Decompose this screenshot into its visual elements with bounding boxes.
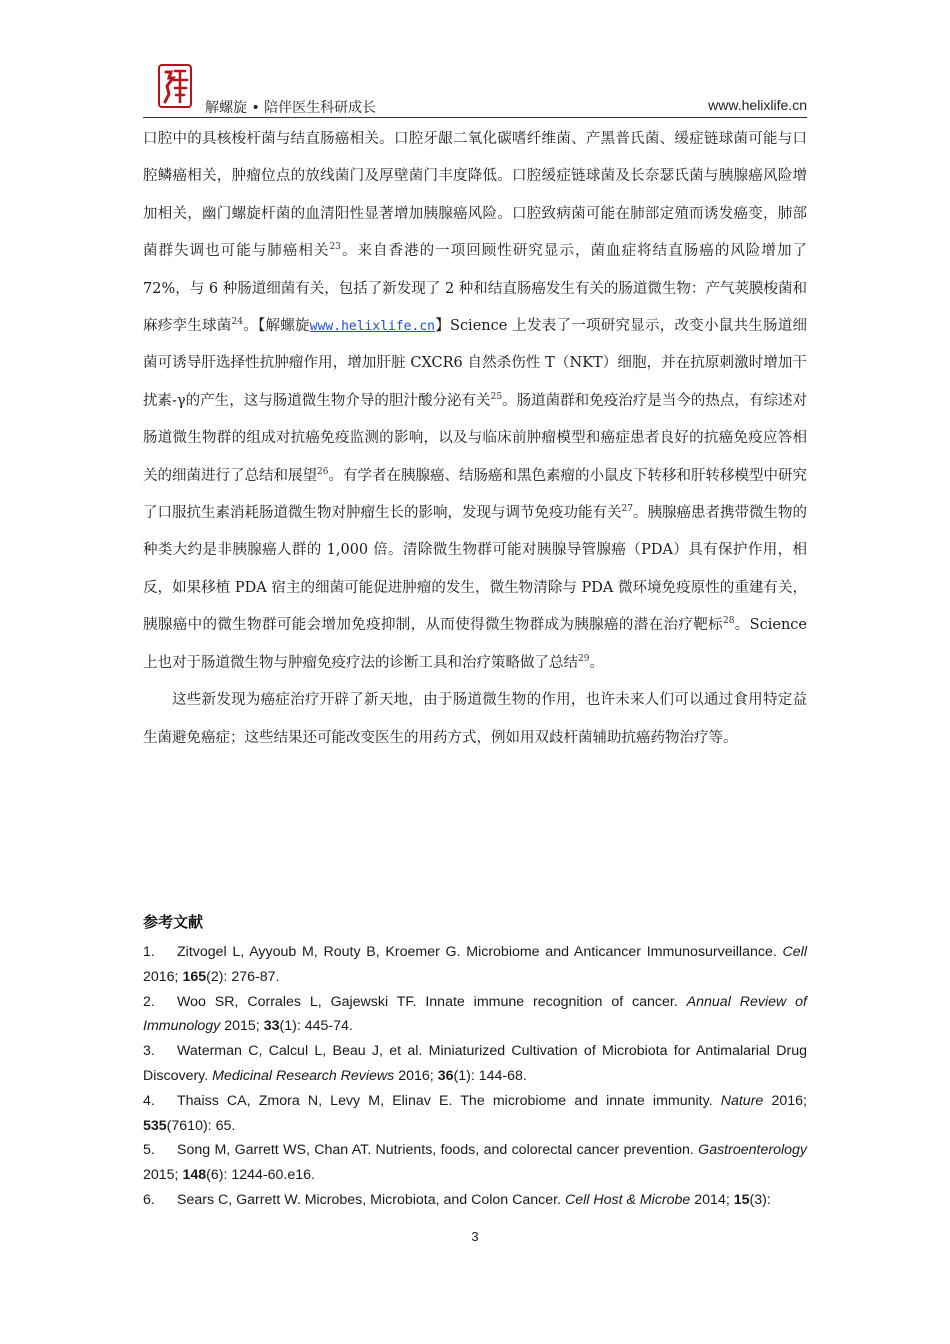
- text-run: 。来自香港的一项回顾性研究显示，菌血症将结直肠癌的风险增加了 72%，与 6 种肠道细菌有关，包括了新发现了 2 种和结直肠癌发生有关的肠道微生物：产气荚膜梭菌和麻疹孪生球菌: [143, 243, 808, 335]
- reference-year: 2016;: [143, 968, 179, 985]
- text-run: 。有学者在胰腺癌、结肠癌和黑色素瘤的小鼠皮下转移和肝转移模型中研究了口服抗生素消耗肠道微生物对肿瘤生长的影响，发现与调节免疫功能有关: [143, 467, 808, 522]
- body-paragraph: 这些新发现为癌症治疗开辟了新天地，由于肠道微生物的作用，也许未来人们可以通过食用特定益生菌避免癌症；这些结果还可能改变医生的用药方式，例如用双歧杆菌辅助抗癌药物治疗等。: [143, 692, 807, 746]
- body-paragraph: [143, 121, 807, 682]
- text-run: 】Science 上发表了一项研究显示，改变小鼠共生肠道细菌可诱导肝选择性抗肿瘤作用，增加肝脏 CXCR6 自然杀伤性 T（NKT）细胞，并在抗原刺激时增加干扰素-γ的产生，这与肠道微生物介导的胆汁酸分泌有关: [143, 318, 808, 409]
- article-body: [143, 121, 807, 757]
- text-run: 。: [589, 654, 604, 671]
- reference-number: 5.: [143, 1142, 155, 1159]
- header-brand: 解螺旋 • 陪伴医生科研成长: [205, 100, 377, 116]
- reference-authors: Thaiss CA, Zmora N, Levy M, Elinav E. The microbiome and innate immunity.: [177, 1092, 713, 1109]
- reference-authors: Song M, Garrett WS, Chan AT. Nutrients, foods, and colorectal cancer prevention.: [177, 1142, 694, 1159]
- reference-journal: Medicinal Research Reviews: [212, 1067, 395, 1084]
- helixlife-seal-logo-icon: [157, 64, 193, 108]
- header-website[interactable]: www.helixlife.cn: [708, 97, 807, 113]
- reference-item: [143, 940, 807, 990]
- text-run: 口腔中的具核梭杆菌与结直肠癌相关。口腔牙龈二氧化碳嗜纤维菌、产黑普氏菌、缓症链球菌可能与口腔鳞癌相关，肿瘤位点的放线菌门及厚壁菌门丰度降低。口腔缓症链球菌及长奈瑟氏菌与胰腺癌风险增加相关，幽门螺旋杆菌的血清阳性显著增加胰腺癌风险。口腔致病菌可能在肺部定殖而诱发癌变，肺部菌群失调也可能与肺癌相关: [143, 131, 807, 260]
- reference-number: 3.: [143, 1043, 155, 1060]
- reference-pages: (1): 445-74.: [279, 1018, 353, 1035]
- reference-year: 2015;: [224, 1018, 260, 1035]
- reference-pages: (2): 276-87.: [206, 968, 280, 985]
- reference-year: 2016;: [771, 1092, 807, 1109]
- reference-authors: Sears C, Garrett W. Microbes, Microbiota, and Colon Cancer.: [177, 1191, 561, 1208]
- reference-journal: Cell: [782, 944, 807, 960]
- reference-pages: (6): 1244-60.e16.: [206, 1167, 315, 1184]
- reference-volume: 535: [143, 1117, 167, 1134]
- reference-number: 2.: [143, 993, 155, 1010]
- reference-item: [143, 1089, 807, 1139]
- references-title: 参考文献: [143, 913, 204, 931]
- reference-number: 6.: [143, 1191, 155, 1208]
- reference-volume: 148: [182, 1167, 207, 1184]
- reference-volume: 33: [263, 1018, 280, 1035]
- citation: 25: [490, 391, 503, 402]
- reference-number: 4.: [143, 1092, 155, 1109]
- text-run: 。肠道菌群和免疫治疗是当今的热点，有综述对肠道微生物群的组成对抗癌免疫监测的影响，以及与临床前肿瘤模型和癌症患者良好的抗癌免疫应答相关的细菌进行了总结和展望: [143, 392, 807, 484]
- text-run: 。【解螺旋: [242, 318, 310, 335]
- header-divider: [143, 117, 807, 118]
- reference-year: 2016;: [398, 1067, 434, 1084]
- reference-pages: (3):: [749, 1191, 771, 1208]
- reference-authors: Woo SR, Corrales L, Gajewski TF. Innate immune recognition of cancer.: [177, 993, 678, 1010]
- reference-journal: Annual Review of Immunology: [143, 993, 807, 1035]
- reference-item: [143, 1138, 807, 1188]
- text-run: 。胰腺癌患者携带微生物的种类大约是非胰腺癌人群的 1,000 倍。清除微生物群可能对胰腺导管腺癌（PDA）具有保护作用，相反，如果移植 PDA 宿主的细菌可能促进肿瘤的发生，微生物清除与 PDA 微环境免疫原性的重建有关，胰腺癌中的微生物群可能会增加免疫抑制，从而使得微生物群成为胰腺癌的潜在治疗靶标: [143, 505, 807, 634]
- citation: 23: [329, 242, 341, 253]
- helixlife-link[interactable]: www.helixlife.cn: [309, 319, 435, 335]
- citation: 28: [722, 616, 735, 627]
- reference-item: [143, 1188, 807, 1213]
- citation: 27: [621, 504, 633, 515]
- reference-list: [143, 940, 807, 1213]
- reference-year: 2015;: [143, 1167, 179, 1184]
- reference-item: [143, 1039, 807, 1089]
- page-number: 3: [471, 1229, 479, 1244]
- reference-volume: 165: [182, 968, 207, 985]
- reference-journal: Gastroenterology: [698, 1142, 807, 1159]
- reference-authors: Zitvogel L, Ayyoub M, Routy B, Kroemer G. Microbiome and Anticancer Immunosurveillance.: [177, 944, 777, 960]
- reference-number: 1.: [143, 944, 155, 960]
- reference-journal: Cell Host & Microbe: [564, 1191, 691, 1208]
- citation: 24: [231, 317, 243, 328]
- reference-pages: (7610): 65.: [166, 1117, 236, 1134]
- page-header: [143, 62, 807, 118]
- citation: 26: [317, 466, 329, 477]
- reference-year: 2014;: [694, 1191, 730, 1208]
- reference-journal: Nature: [720, 1092, 764, 1109]
- reference-volume: 36: [437, 1067, 454, 1084]
- reference-authors: Waterman C, Calcul L, Beau J, et al. Miniaturized Cultivation of Microbiota for Antimalarial Drug Discovery.: [143, 1043, 807, 1084]
- text-run: 。Science 上也对于肠道微生物与肿瘤免疫疗法的诊断工具和治疗策略做了总结: [143, 617, 807, 671]
- reference-item: [143, 990, 807, 1040]
- reference-volume: 15: [733, 1191, 750, 1208]
- citation: 29: [578, 653, 590, 664]
- reference-pages: (1): 144-68.: [453, 1067, 527, 1084]
